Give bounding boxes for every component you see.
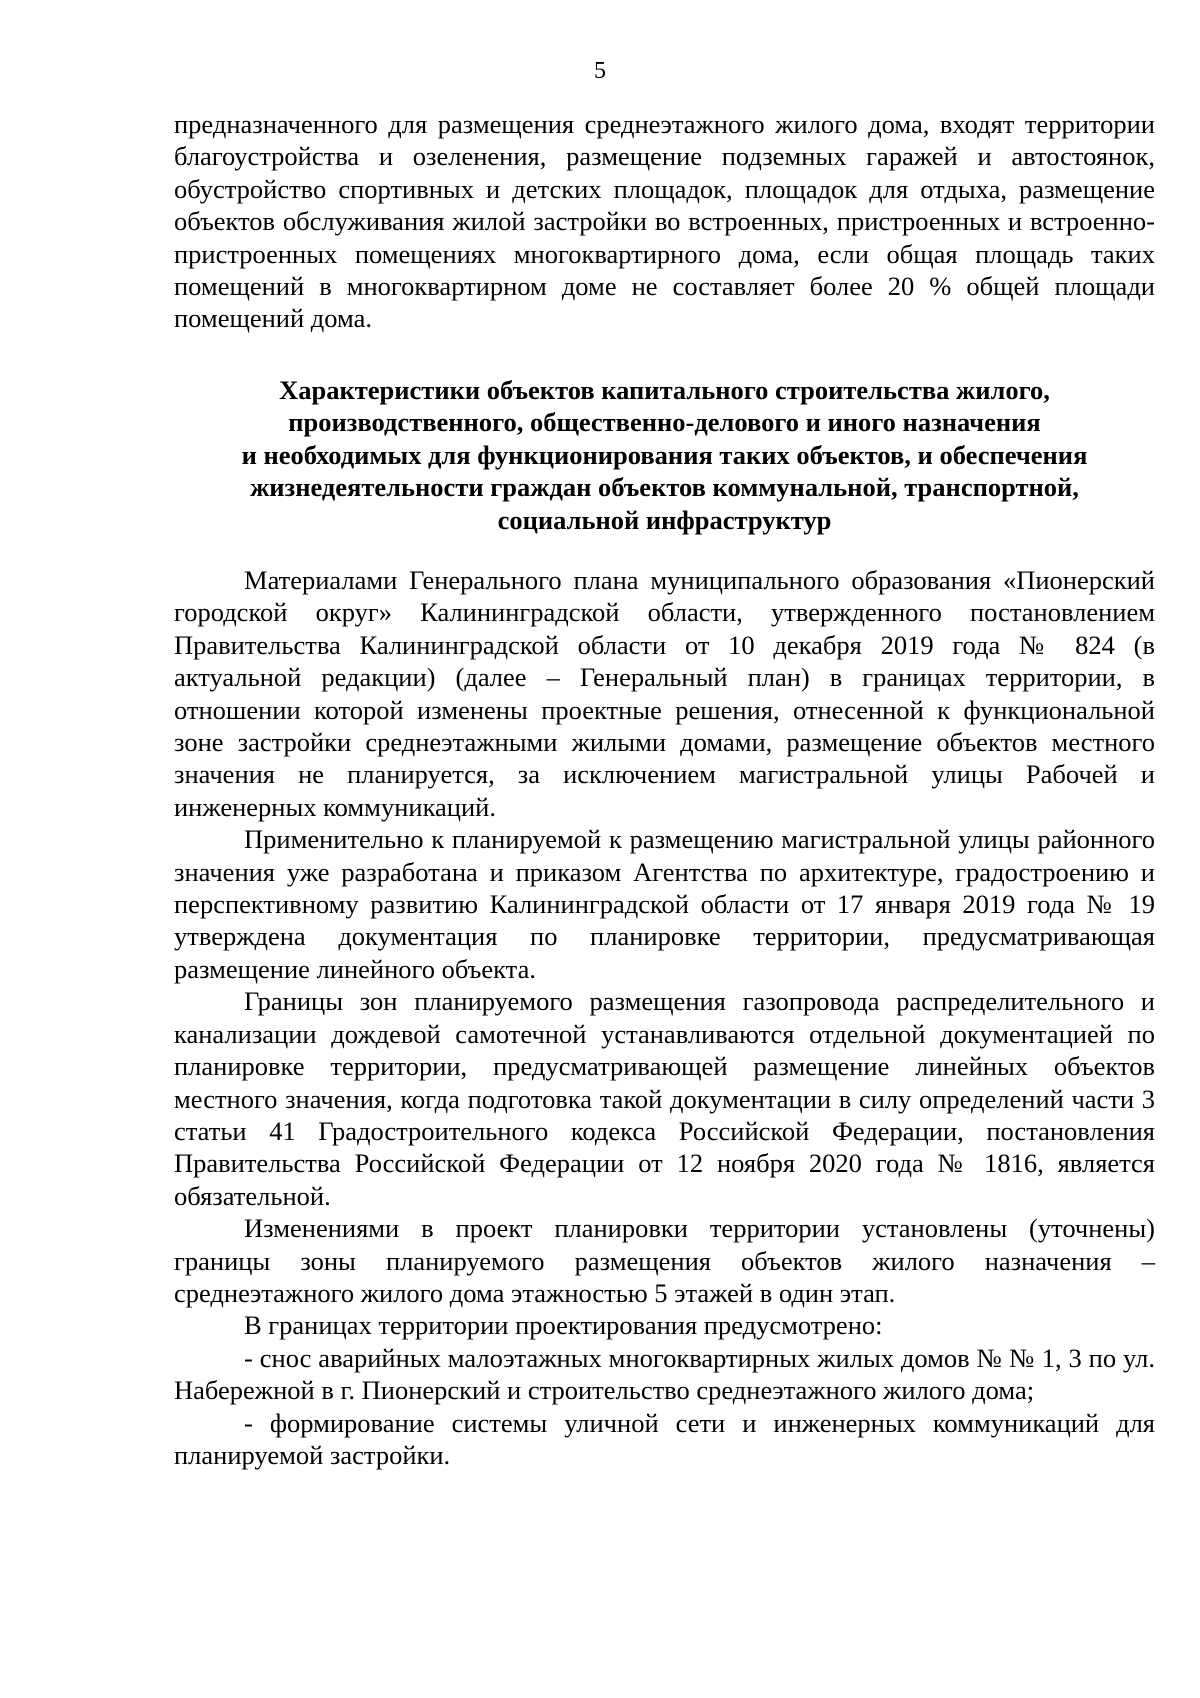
heading-line: и необходимых для функционирования таких объектов, и обеспечения [241, 439, 1088, 470]
body-section [174, 564, 1155, 1471]
intro-paragraph: предназначенного для размещения среднеэтажного жилого дома, входят территории благоустройства и озеленения, размещение подземных гаражей и автостоянок, обустройство спортивных и детских площадок, площадок для отдыха, размещение объектов обслуживания жилой застройки во встроенных, пристроенных и встроенно-пристроенных помещениях многоквартирного дома, если общая площадь таких помещений в многоквартирном доме не составляет более 20 % общей площади помещений дома. [174, 109, 1155, 334]
heading-line: жизнедеятельности граждан объектов коммунальной, транспортной, [250, 472, 1079, 503]
heading-line: Характеристики объектов капитального строительства жилого, [279, 375, 1050, 405]
list-item: - снос аварийных малоэтажных многоквартирных жилых домов № № 1, 3 по ул. Набережной в г. Пионерский и строительство среднеэтажного жилого дома; [174, 1342, 1155, 1406]
intro-section [174, 108, 1155, 335]
body-paragraph: Применительно к планируемой к размещению магистральной улицы районного значения уже разработана и приказом Агентства по архитектуре, градостроению и перспективному развитию Калининградской области от 17 января 2019 года № 19 утверждена документация по планировке территории, предусматривающая размещение линейного объекта. [174, 824, 1155, 984]
heading-line: социальной инфраструктур [497, 504, 832, 535]
section-heading [174, 374, 1155, 536]
page-number: 5 [594, 58, 606, 84]
list-item: - формирование системы уличной сети и инженерных коммуникаций для планируемой застройки. [174, 1407, 1155, 1470]
body-paragraph: Материалами Генерального плана муниципального образования «Пионерский городской округ» Калининградской области, утвержденного постановлением Правительства Калининградской области от 10 декабря 2019 года № 824 (в актуальной редакции) (далее – Генеральный план) в границах территории, в отношении которой изменены проектные решения, отнесенной к функциональной зоне застройки среднеэтажными жилыми домами, размещение объектов местного значения не планируется, за исключением магистральной улицы Рабочей и инженерных коммуникаций. [174, 565, 1155, 822]
body-paragraph: Границы зон планируемого размещения газопровода распределительного и канализации дождевой самотечной устанавливаются отдельной документацией по планировке территории, предусматривающей размещение линейных объектов местного значения, когда подготовка такой документации в силу определений части 3 статьи 41 Градостроительного кодекса Российской Федерации, постановления Правительства Российской Федерации от 12 ноября 2020 года № 1816, является обязательной. [174, 986, 1155, 1211]
body-paragraph: В границах территории проектирования предусмотрено: [244, 1310, 883, 1341]
heading-line: производственного, общественно-делового и иного назначения [288, 407, 1041, 438]
body-paragraph: Изменениями в проект планировки территории установлены (уточнены) границы зоны планируемого размещения объектов жилого назначения – среднеэтажного жилого дома этажностью 5 этажей в один этап. [174, 1213, 1155, 1308]
